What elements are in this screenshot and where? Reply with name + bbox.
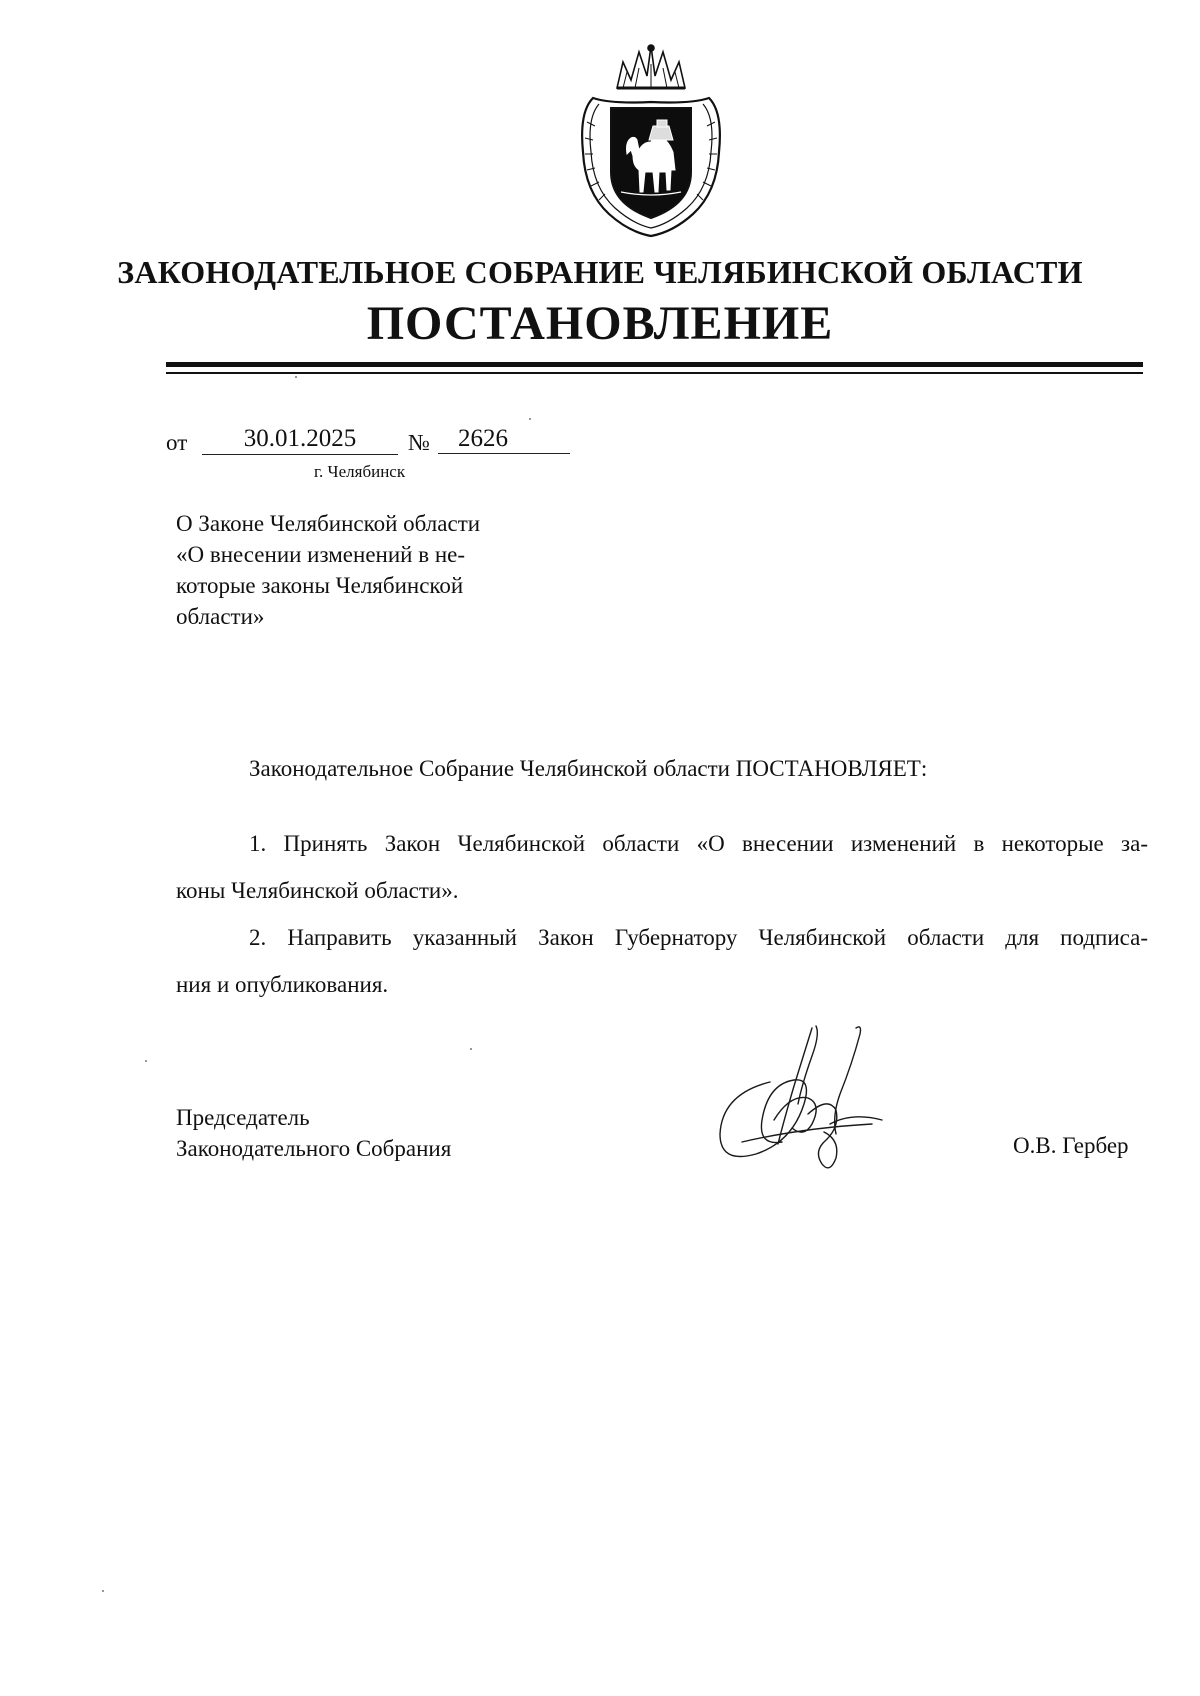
signer-position-line: Председатель xyxy=(176,1105,310,1130)
header-rule-thick xyxy=(166,362,1143,367)
handwritten-signature-icon xyxy=(712,1024,922,1174)
organization-title: ЗАКОНОДАТЕЛЬНОЕ СОБРАНИЕ ЧЕЛЯБИНСКОЙ ОБЛАСТИ xyxy=(117,254,1083,290)
subject-line: О Законе Челябинской области xyxy=(176,511,481,536)
resolution-item-2 xyxy=(176,914,1148,1008)
header-rule-thin xyxy=(166,372,1143,374)
scan-speck xyxy=(295,376,297,378)
city-label: г. Челябинск xyxy=(314,462,406,481)
signer-name: О.В. Гербер xyxy=(1013,1133,1129,1158)
paragraph-line: 2. Направить указанный Закон Губернатору Челябинской области для подписа- xyxy=(249,925,1148,950)
resolution-item-1 xyxy=(176,820,1148,914)
date-value: 30.01.2025 xyxy=(202,424,398,455)
scan-speck xyxy=(102,1590,104,1592)
date-label: от xyxy=(166,430,188,455)
coat-of-arms-icon xyxy=(573,42,729,238)
subject-line: «О внесении изменений в не- xyxy=(176,542,465,567)
scan-speck xyxy=(145,1060,147,1062)
number-value: 2626 xyxy=(438,424,570,454)
subject-line: области» xyxy=(176,604,265,629)
signer-position xyxy=(176,1102,451,1164)
paragraph-line: 1. Принять Закон Челябинской области «О внесении изменений в некоторые за- xyxy=(249,831,1148,856)
scan-speck xyxy=(470,1048,472,1050)
scan-speck xyxy=(529,418,531,420)
signer-position-line: Законодательного Собрания xyxy=(176,1136,452,1161)
resolution-subject xyxy=(176,508,526,632)
document-type-title: ПОСТАНОВЛЕНИЕ xyxy=(366,297,834,350)
number-label: № xyxy=(408,430,430,455)
paragraph-line: коны Челябинской области». xyxy=(176,878,459,903)
subject-line: которые законы Челябинской xyxy=(176,573,464,598)
preamble: Законодательное Собрание Челябинской области ПОСТАНОВЛЯЕТ: xyxy=(249,756,928,781)
paragraph-line: ния и опубликования. xyxy=(176,972,389,997)
